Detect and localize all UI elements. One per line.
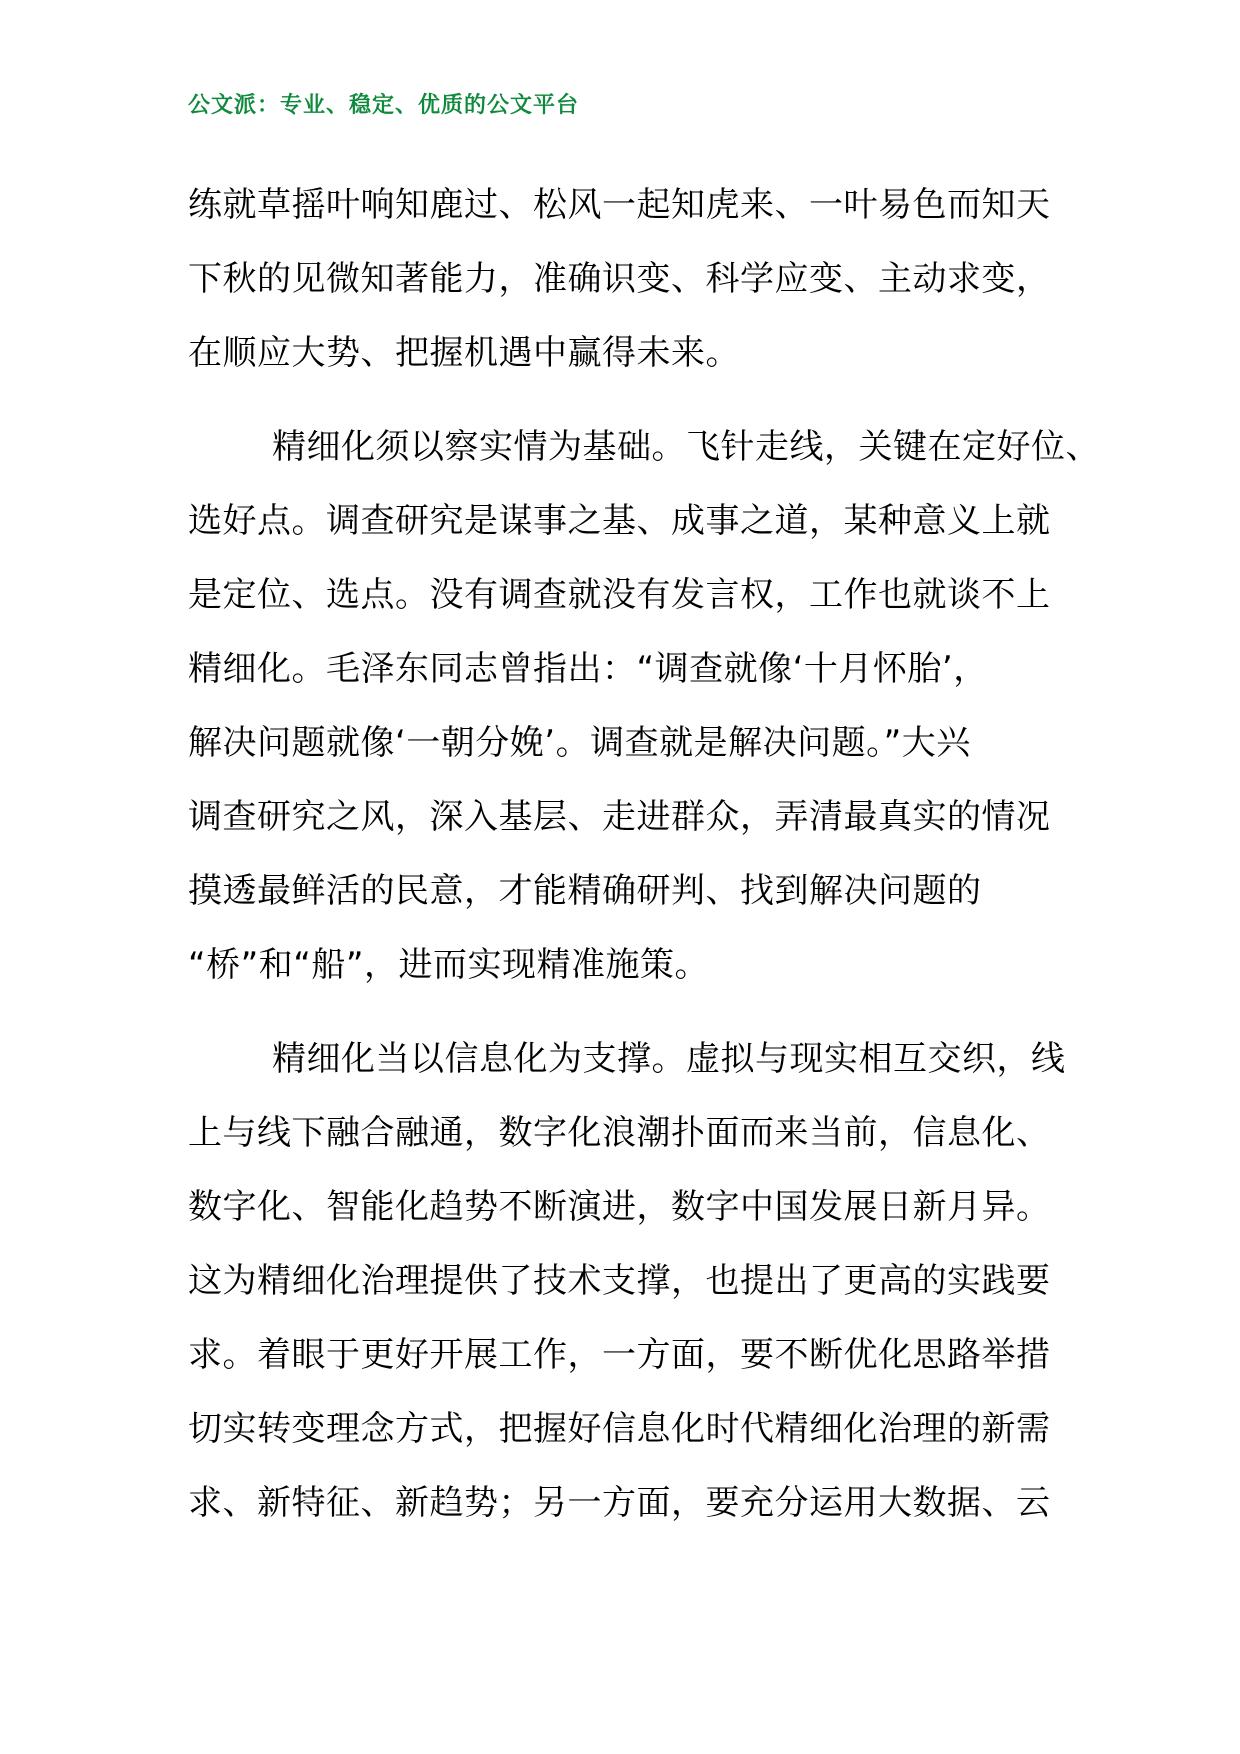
paragraph-line: 选好点。调查研究是谋事之基、成事之道，某种意义上就 [188, 501, 1051, 541]
paragraph-line: 练就草摇叶响知鹿过、松风一起知虎来、一叶易色而知天 [188, 185, 1051, 225]
paragraph-spacer [188, 390, 1088, 410]
paragraph-line: 摸透最鲜活的民意，才能精确研判、找到解决问题的 [188, 871, 982, 911]
paragraph-line: 求、新特征、新趋势；另一方面，要充分运用大数据、云 [188, 1483, 1051, 1523]
paragraph-line: 下秋的见微知著能力，准确识变、科学应变、主动求变， [188, 259, 1051, 299]
paragraph-line: 求。着眼于更好开展工作，一方面，要不断优化思路举措 [188, 1335, 1051, 1375]
paragraph-line: 这为精细化治理提供了技术支撑，也提出了更高的实践要 [188, 1261, 1051, 1301]
paragraph-line: 精细化须以察实情为基础。飞针走线，关键在定好位、 [272, 427, 1100, 467]
paragraph-line: 解决问题就像‘一朝分娩’。调查就是解决问题。”大兴 [188, 723, 971, 763]
paragraph-line: 切实转变理念方式，把握好信息化时代精细化治理的新需 [188, 1409, 1051, 1449]
paragraph-1 [188, 168, 1088, 390]
paragraph-spacer [188, 1002, 1088, 1022]
document-body [188, 168, 1100, 1540]
paragraph-line: 是定位、选点。没有调查就没有发言权，工作也就谈不上 [188, 575, 1051, 615]
paragraph-2 [188, 410, 1100, 1002]
paragraph-line: 调查研究之风，深入基层、走进群众，弄清最真实的情况 [188, 797, 1051, 837]
paragraph-line: 在顺应大势、把握机遇中赢得未来。 [188, 333, 740, 373]
paragraph-line: 数字化、智能化趋势不断演进，数字中国发展日新月异。 [188, 1187, 1051, 1227]
paragraph-line: 精细化当以信息化为支撑。虚拟与现实相互交织，线 [272, 1039, 1066, 1079]
paragraph-3 [188, 1022, 1088, 1540]
paragraph-line: 上与线下融合融通，数字化浪潮扑面而来当前，信息化、 [188, 1113, 1051, 1153]
paragraph-line: “桥”和“船”，进而实现精准施策。 [188, 945, 709, 985]
paragraph-line: 精细化。毛泽东同志曾指出：“调查就像‘十月怀胎’， [188, 649, 988, 689]
header-platform-name: 公文派：专业、稳定、优质的公文平台 [188, 93, 580, 118]
